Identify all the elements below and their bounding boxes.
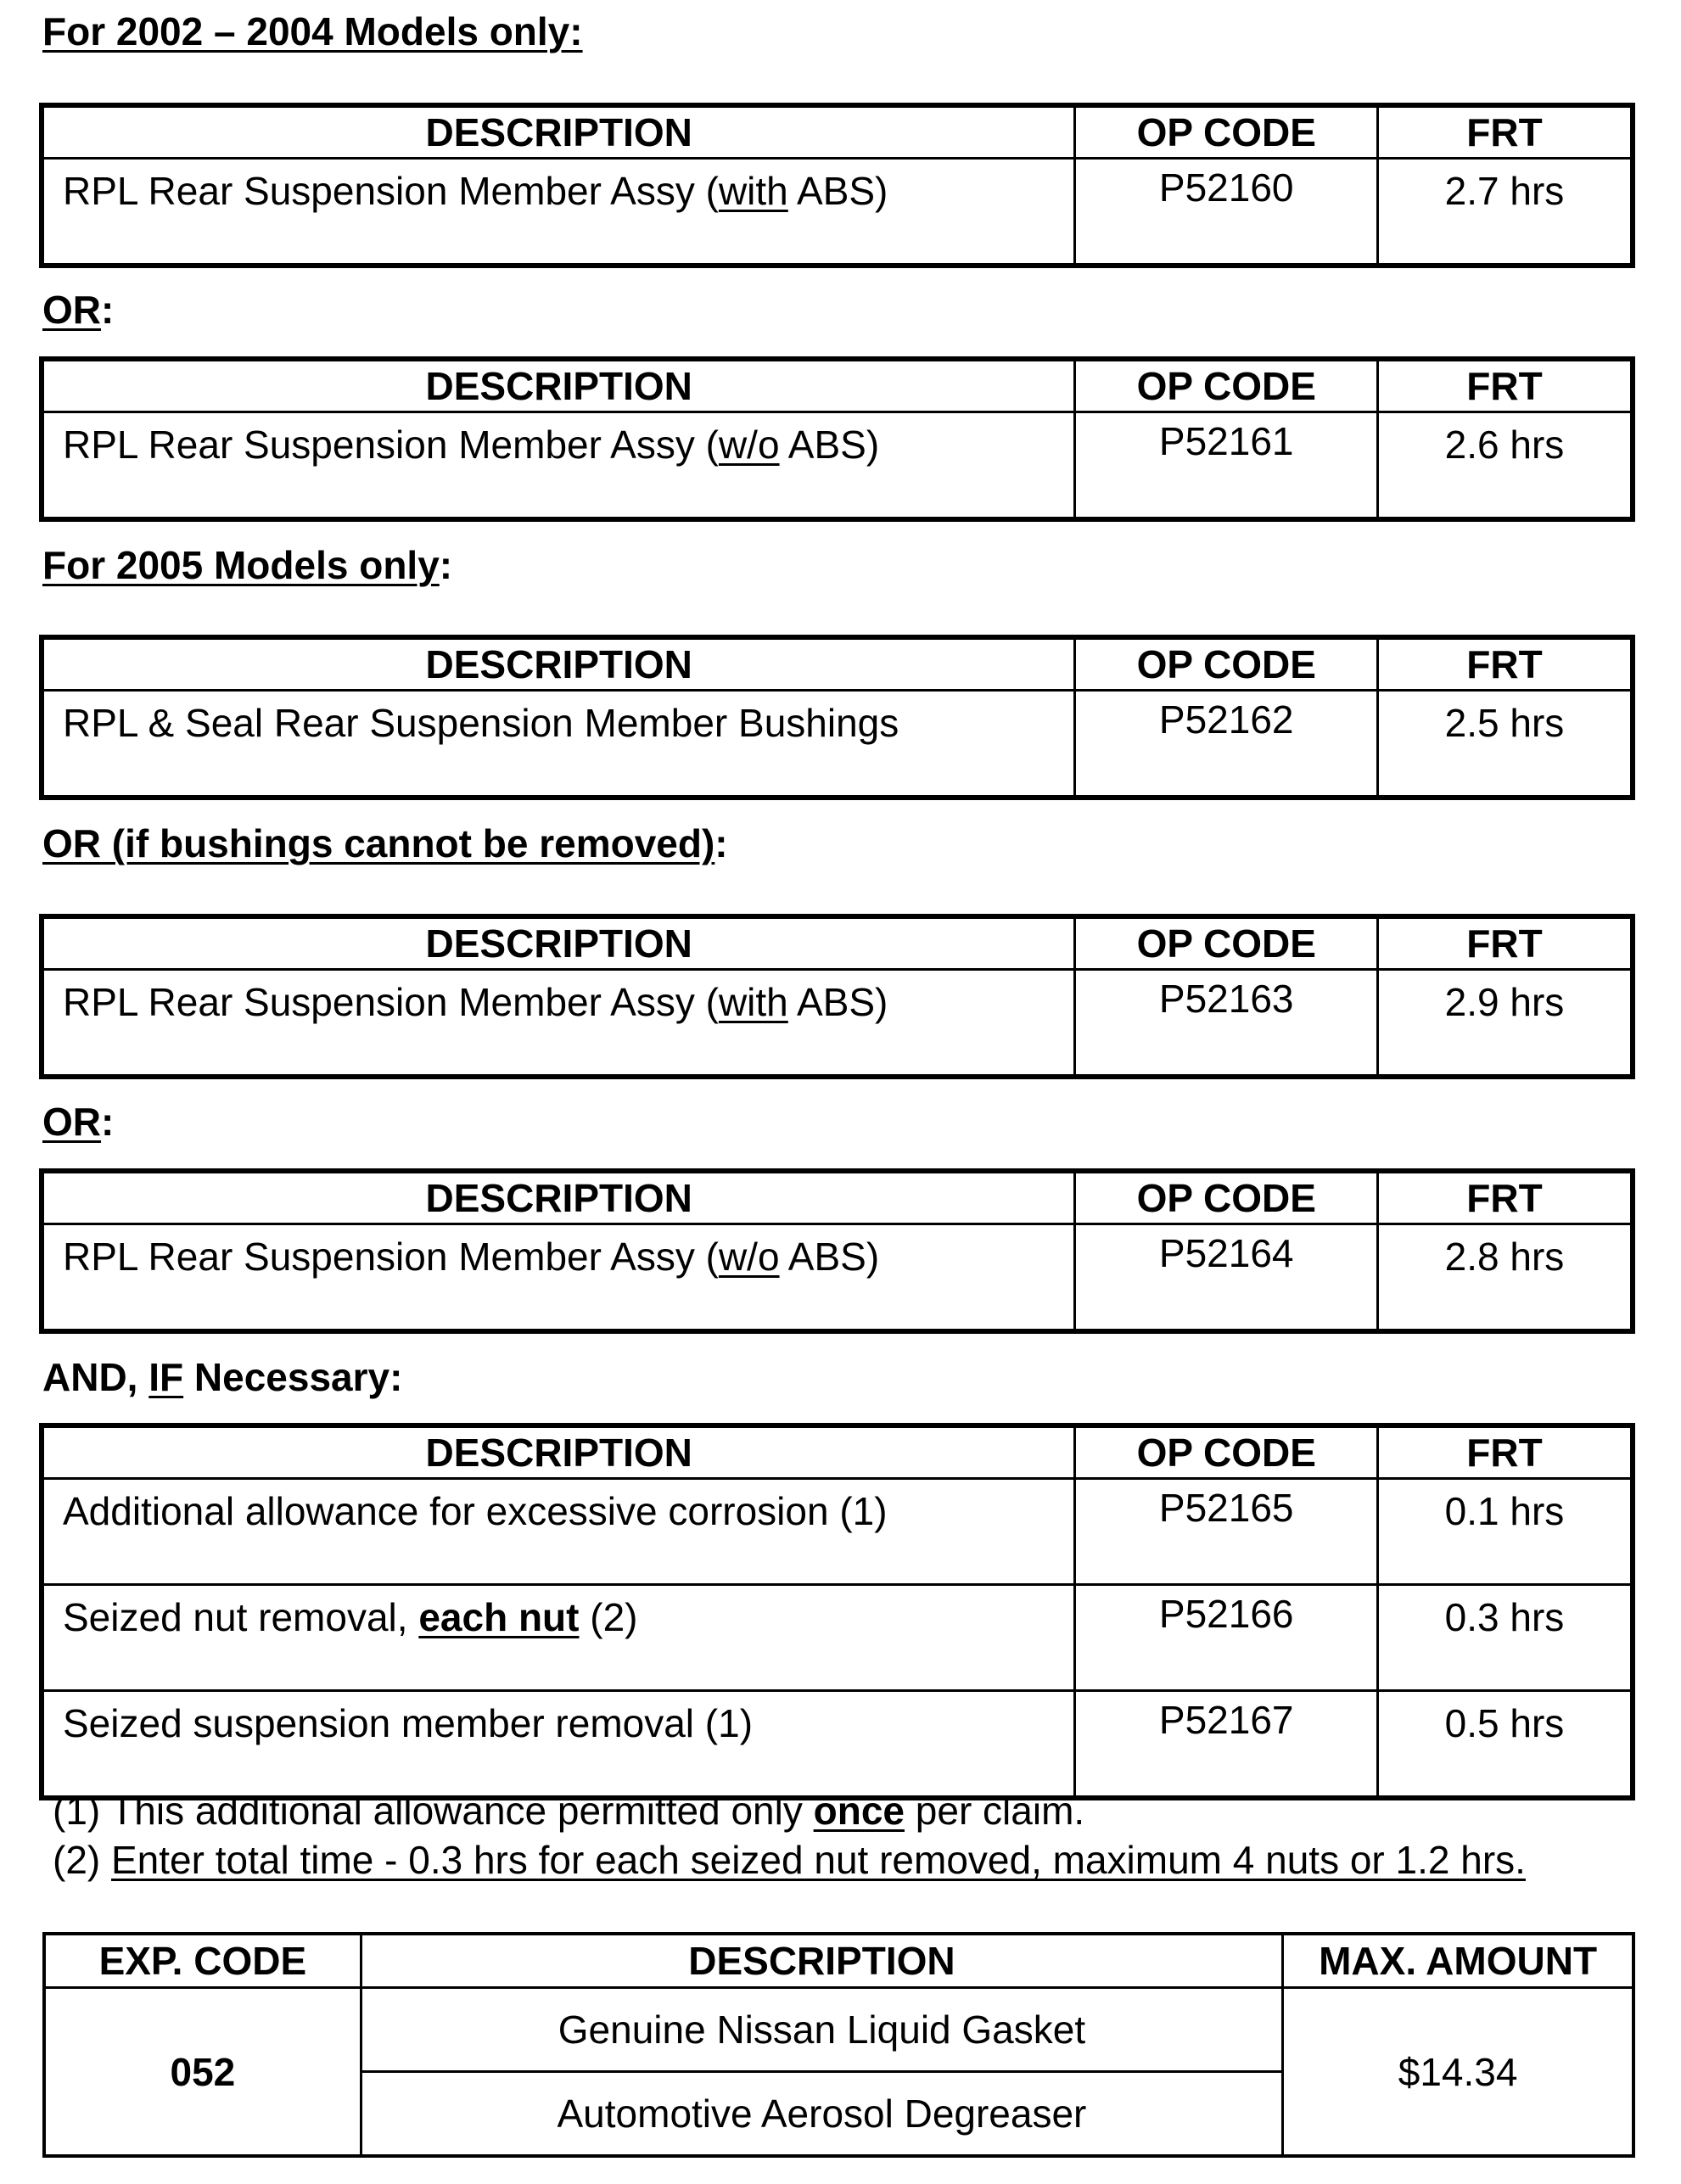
op-code-header: OP CODE [1075, 359, 1378, 412]
op-table-2005-with-abs [39, 914, 1635, 1079]
text-run: Additional allowance for excessive corrosion (1) [63, 1489, 888, 1533]
op-code-header: OP CODE [1075, 1171, 1378, 1224]
text-run: once [813, 1789, 905, 1833]
text-run: AND, [42, 1355, 149, 1399]
section-heading-if-necessary [42, 1355, 403, 1399]
op-table-2005-bushings [39, 635, 1635, 800]
table-header-row [42, 637, 1633, 691]
text-run: Enter total time - 0.3 hrs for each seized nut removed, maximum 4 nuts or 1.2 hrs. [111, 1838, 1526, 1882]
text-run: (2) [53, 1838, 111, 1882]
section-heading-or-1 [42, 288, 115, 332]
section-heading-2005 [42, 543, 453, 587]
op-code-cell: P52164 [1075, 1224, 1378, 1332]
text-run: : [714, 821, 728, 865]
op-table-2002-2004-wo-abs [39, 356, 1635, 522]
text-run: RPL & Seal Rear Suspension Member Bushings [63, 701, 899, 745]
text-run: For 2002 – 2004 Models only: [42, 9, 583, 53]
frt-header: FRT [1378, 1425, 1633, 1479]
text-run: per claim. [905, 1789, 1085, 1833]
description-header: DESCRIPTION [42, 105, 1075, 159]
frt-cell: 2.5 hrs [1378, 691, 1633, 798]
max-amount-cell: $14.34 [1283, 1988, 1633, 2157]
text-run: (2) [579, 1595, 638, 1639]
expense-table [42, 1932, 1635, 2158]
text-run: ABS) [779, 423, 880, 467]
description-cell [42, 1224, 1075, 1332]
text-run: For 2005 Models only [42, 543, 440, 587]
op-code-cell: P52163 [1075, 970, 1378, 1078]
text-run: ABS) [779, 1235, 880, 1279]
description-header: DESCRIPTION [42, 1171, 1075, 1224]
op-code-cell: P52162 [1075, 691, 1378, 798]
frt-header: FRT [1378, 637, 1633, 691]
frt-cell: 0.3 hrs [1378, 1585, 1633, 1691]
frt-header: FRT [1378, 359, 1633, 412]
text-run: w/o [718, 1235, 780, 1279]
frt-cell: 2.6 hrs [1378, 412, 1633, 520]
text-run: ABS) [787, 980, 888, 1024]
text-run: OR [42, 1100, 101, 1144]
text-run: Necessary: [183, 1355, 403, 1399]
description-header: DESCRIPTION [42, 637, 1075, 691]
description-cell [42, 1585, 1075, 1691]
table-row [42, 970, 1633, 1078]
description-header: DESCRIPTION [42, 359, 1075, 412]
exp-description-header: DESCRIPTION [361, 1934, 1282, 1988]
op-table-2005-wo-abs [39, 1168, 1635, 1334]
footnotes [53, 1786, 1526, 1884]
op-code-cell: P52161 [1075, 412, 1378, 520]
exp-code-header: EXP. CODE [44, 1934, 361, 1988]
exp-code-cell: 052 [44, 1988, 361, 2157]
section-heading-or-2 [42, 1100, 115, 1144]
text-run: (1) This additional allowance permitted only [53, 1789, 814, 1833]
footnote-2 [53, 1835, 1526, 1884]
description-header: DESCRIPTION [42, 1425, 1075, 1479]
table-row [42, 159, 1633, 266]
max-amount-header: MAX. AMOUNT [1283, 1934, 1633, 1988]
text-run: Seized suspension member removal (1) [63, 1701, 754, 1745]
text-run: ABS) [787, 169, 888, 213]
table-row [42, 1691, 1633, 1799]
text-run: OR (if bushings cannot be removed) [42, 821, 715, 865]
text-run: with [718, 980, 788, 1024]
text-run: RPL Rear Suspension Member Assy ( [63, 1235, 719, 1279]
text-run: OR [42, 288, 101, 332]
table-row [42, 1479, 1633, 1585]
text-run: : [101, 1100, 115, 1144]
text-run: IF [148, 1355, 184, 1399]
description-cell [42, 1479, 1075, 1585]
frt-header: FRT [1378, 1171, 1633, 1224]
op-code-cell: P52165 [1075, 1479, 1378, 1585]
table-row [42, 1585, 1633, 1691]
text-run: w/o [718, 423, 780, 467]
op-code-header: OP CODE [1075, 637, 1378, 691]
description-cell [42, 691, 1075, 798]
op-code-header: OP CODE [1075, 1425, 1378, 1479]
text-run: with [718, 169, 788, 213]
expense-header-row [44, 1934, 1633, 1988]
description-header: DESCRIPTION [42, 916, 1075, 970]
table-row [42, 1224, 1633, 1332]
frt-cell: 0.1 hrs [1378, 1479, 1633, 1585]
text-run: each nut [418, 1595, 580, 1639]
op-table-if-necessary [39, 1423, 1635, 1800]
frt-cell: 0.5 hrs [1378, 1691, 1633, 1799]
description-cell [42, 970, 1075, 1078]
text-run: RPL Rear Suspension Member Assy ( [63, 423, 719, 467]
frt-header: FRT [1378, 916, 1633, 970]
text-run: RPL Rear Suspension Member Assy ( [63, 980, 719, 1024]
table-row [42, 412, 1633, 520]
expense-item: Genuine Nissan Liquid Gasket [361, 1988, 1282, 2072]
description-cell [42, 412, 1075, 520]
table-header-row [42, 916, 1633, 970]
frt-cell: 2.9 hrs [1378, 970, 1633, 1078]
table-header-row [42, 1425, 1633, 1479]
op-code-cell: P52166 [1075, 1585, 1378, 1691]
expense-row [44, 1988, 1633, 2072]
op-code-header: OP CODE [1075, 916, 1378, 970]
op-code-cell: P52160 [1075, 159, 1378, 266]
description-cell [42, 1691, 1075, 1799]
description-cell [42, 159, 1075, 266]
frt-header: FRT [1378, 105, 1633, 159]
section-heading-or-bushings [42, 821, 728, 865]
section-heading-2002-2004 [42, 9, 583, 53]
expense-item: Automotive Aerosol Degreaser [361, 2072, 1282, 2157]
table-header-row [42, 105, 1633, 159]
footnote-1 [53, 1786, 1526, 1835]
text-run: : [101, 288, 115, 332]
op-table-2002-2004-with-abs [39, 103, 1635, 268]
frt-cell: 2.7 hrs [1378, 159, 1633, 266]
text-run: Seized nut removal, [63, 1595, 419, 1639]
text-run: : [439, 543, 453, 587]
table-header-row [42, 1171, 1633, 1224]
op-code-header: OP CODE [1075, 105, 1378, 159]
table-header-row [42, 359, 1633, 412]
text-run: RPL Rear Suspension Member Assy ( [63, 169, 719, 213]
frt-cell: 2.8 hrs [1378, 1224, 1633, 1332]
table-row [42, 691, 1633, 798]
op-code-cell: P52167 [1075, 1691, 1378, 1799]
